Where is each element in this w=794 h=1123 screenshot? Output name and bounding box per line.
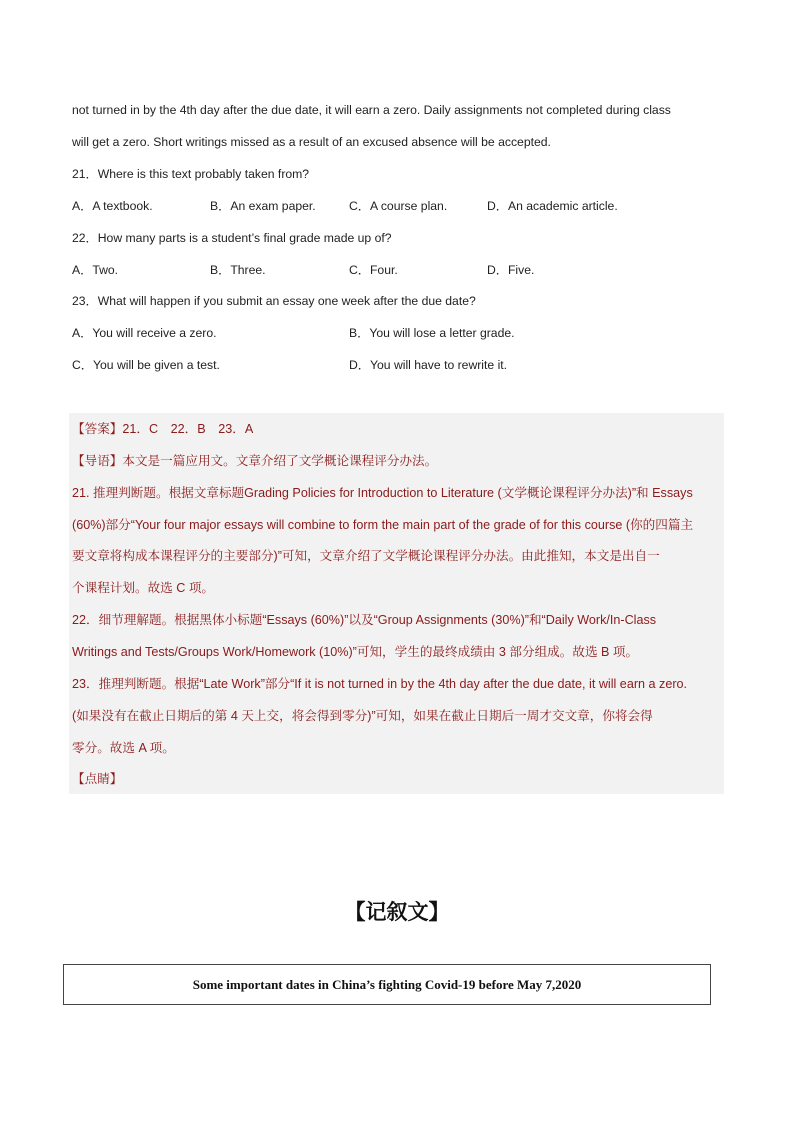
guide-line: 【导语】本文是一篇应用文。文章介绍了文学概论课程评分办法。 <box>72 454 438 468</box>
q22-explanation-line: 22．细节理解题。根据黑体小标题“Essays (60%)”以及“Group Assignments (30%)”和“Daily Work/In-Class <box>72 613 657 627</box>
q21-option-b: B．An exam paper. <box>210 199 316 213</box>
q21-option-c: C．A course plan. <box>349 199 448 213</box>
table-title: Some important dates in China’s fighting Covid-19 before May 7,2020 <box>192 976 582 992</box>
q21-option-d: D．An academic article. <box>487 199 618 213</box>
passage-line: not turned in by the 4th day after the due date, it will earn a zero. Daily assignments not completed during class <box>72 103 671 117</box>
q23-explanation-line: 23．推理判断题。根据“Late Work”部分“If it is not turned in by the 4th day after the due date, it will earn a zero. <box>72 677 688 691</box>
answer-explanation-box <box>69 413 724 794</box>
q23-option-b: B．You will lose a letter grade. <box>349 326 515 340</box>
q21-option-a: A．A textbook. <box>72 199 153 213</box>
q23-option-d: D．You will have to rewrite it. <box>349 358 508 372</box>
q22-option-a: A．Two. <box>72 263 119 277</box>
q23-option-c: C．You will be given a test. <box>72 358 220 372</box>
q22-option-c: C．Four. <box>349 263 398 277</box>
q23-explanation-line: (如果没有在截止日期后的第 4 天上交，将会得到零分)”可知，如果在截止日期后一周才交文章，你将会得 <box>72 709 653 723</box>
question-22-stem: 22．How many parts is a student’s final grade made up of? <box>72 231 392 245</box>
passage-line: will get a zero. Short writings missed as a result of an excused absence will be accepted. <box>72 135 551 149</box>
section-heading: 【记叙文】 <box>344 899 450 924</box>
q22-option-b: B．Three. <box>210 263 266 277</box>
q21-explanation-line: (60%)部分“Your four major essays will combine to form the main part of the grade of for this course (你的四篇主 <box>72 518 694 532</box>
answer-line: 【答案】21．C 22．B 23．A <box>72 422 254 436</box>
q21-explanation-line: 21. 推理判断题。根据文章标题Grading Policies for Introduction to Literature (文学概论课程评分办法)”和 Essays <box>72 486 693 500</box>
q22-explanation-line: Writings and Tests/Groups Work/Homework (10%)”可知，学生的最终成绩由 3 部分组成。故选 B 项。 <box>72 645 639 659</box>
q22-option-d: D．Five. <box>487 263 535 277</box>
question-21-stem: 21．Where is this text probably taken from? <box>72 167 310 181</box>
q23-explanation-line: 零分。故选 A 项。 <box>72 741 175 755</box>
q23-option-a: A．You will receive a zero. <box>72 326 217 340</box>
q21-explanation-line: 要文章将构成本课程评分的主要部分)”可知，文章介绍了文学概论课程评分办法。由此推知，本文是出自一 <box>72 549 660 563</box>
comment-line: 【点睛】 <box>72 772 123 786</box>
q21-explanation-line: 个课程计划。故选 C 项。 <box>72 581 215 595</box>
question-23-stem: 23．What will happen if you submit an essay one week after the due date? <box>72 294 476 308</box>
dates-table <box>63 964 711 1005</box>
